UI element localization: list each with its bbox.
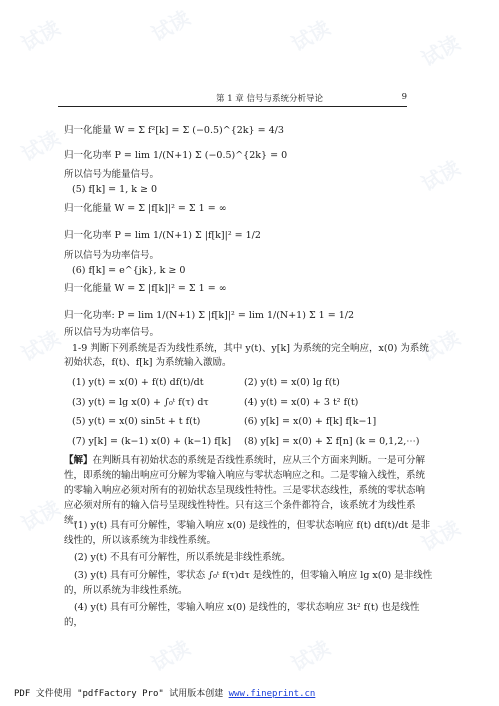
page-number: 9 (401, 92, 407, 102)
answer-part-1: (1) y(t) 具有可分解性，零输入响应 x(0) 是线性的，但零状态响应 f(t) df(t)/dt 是非线性的，所以该系统为非线性系统。 (64, 520, 431, 546)
power-equation: 归一化功率: P = lim 1/(N+1) Σ |f[k]|² = lim 1/(N+1) Σ 1 = 1/2 (64, 310, 355, 321)
system-item: (5) y(t) = x(0) sin5t + t f(t) (72, 416, 201, 427)
power-equation: 归一化功率 P = lim 1/(N+1) Σ |f[k]|² = 1/2 (64, 230, 261, 241)
item-6: (6) f[k] = e^{jk}, k ≥ 0 (72, 265, 186, 276)
conclusion-text: 所以信号为能量信号。 (64, 169, 160, 180)
system-item: (1) y(t) = x(0) + f(t) df(t)/dt (72, 377, 204, 388)
watermark: 试读 (417, 325, 465, 367)
problem-statement: 1-9 判断下列系统是否为线性系统，其中 y(t)、y[k] 为系统的完全响应，x(0) 为系统 (72, 343, 429, 354)
answer-intro (64, 453, 434, 528)
energy-equation: 归一化能量 W = Σ |f[k]|² = Σ 1 = ∞ (64, 283, 227, 294)
page-header (58, 92, 407, 107)
energy-equation: 归一化能量 W = Σ f²[k] = Σ (−0.5)^{2k} = 4/3 (64, 125, 284, 136)
footer-link[interactable]: www.fineprint.cn (228, 689, 316, 699)
watermark: 试读 (287, 15, 335, 57)
answer-intro-text: 在判断具有初始状态的系统是否线性系统时，应从三个方面来判断。一是可分解性，即系统的输出响应可分解为零输入响应与零状态响应之和。二是零输入线性，系统的零输入响应必须对所有的初始状态呈现线性特性。三是零状态线性，系统的零状态响应必须对所有的输入信号呈现线性特性。只有这三个条件都符合，该系统才为线性系统。 (64, 455, 426, 526)
system-item: (3) y(t) = lg x(0) + ∫₀ᵗ f(τ) dτ (72, 397, 209, 408)
system-item: (6) y[k] = x(0) + f[k] f[k−1] (244, 416, 377, 427)
footer-text: PDF 文件使用 "pdfFactory Pro" 试用版本创建 (14, 689, 229, 699)
problem-statement-cont: 初始状态，f(t)、f[k] 为系统输入激励。 (64, 357, 232, 368)
watermark: 试读 (147, 5, 195, 47)
energy-equation: 归一化能量 W = Σ |f[k]|² = Σ 1 = ∞ (64, 203, 227, 214)
conclusion-text: 所以信号为功率信号。 (64, 250, 160, 261)
conclusion-text: 所以信号为功率信号。 (64, 327, 160, 338)
system-item: (7) y[k] = (k−1) x(0) + (k−1) f[k] (72, 436, 231, 447)
watermark: 试读 (17, 325, 65, 367)
watermark: 试读 (287, 635, 335, 677)
answer-part-2: (2) y(t) 不具有可分解性，所以系统是非线性系统。 (74, 552, 291, 563)
answer-part-4: (4) y(t) 具有可分解性，零输入响应 x(0) 是线性的，零状态响应 3t² f(t) 也是线性的， (64, 602, 420, 628)
answer-part-3: (3) y(t) 具有可分解性，零状态 ∫₀ᵗ f(τ)dτ 是线性的，但零输入响应 lg x(0) 是非线性的，所以系统为非线性系统。 (64, 570, 433, 596)
pdf-footer (14, 686, 315, 699)
watermark: 试读 (417, 30, 465, 72)
item-5: (5) f[k] = 1, k ≥ 0 (72, 184, 158, 195)
watermark: 试读 (17, 125, 65, 167)
power-equation: 归一化功率 P = lim 1/(N+1) Σ (−0.5)^{2k} = 0 (64, 150, 288, 161)
watermark: 试读 (417, 155, 465, 197)
watermark: 试读 (17, 15, 65, 57)
answer-tag: 【解】 (64, 455, 93, 466)
chapter-title: 第 1 章 信号与系统分析导论 (216, 94, 324, 104)
system-item: (8) y[k] = x(0) + Σ f[n] (k = 0,1,2,⋯) (244, 436, 420, 447)
watermark: 试读 (417, 515, 465, 557)
watermark: 试读 (17, 495, 65, 537)
system-item: (4) y(t) = x(0) + 3 t² f(t) (244, 397, 359, 408)
watermark: 试读 (147, 635, 195, 677)
system-item: (2) y(t) = x(0) lg f(t) (244, 377, 340, 388)
